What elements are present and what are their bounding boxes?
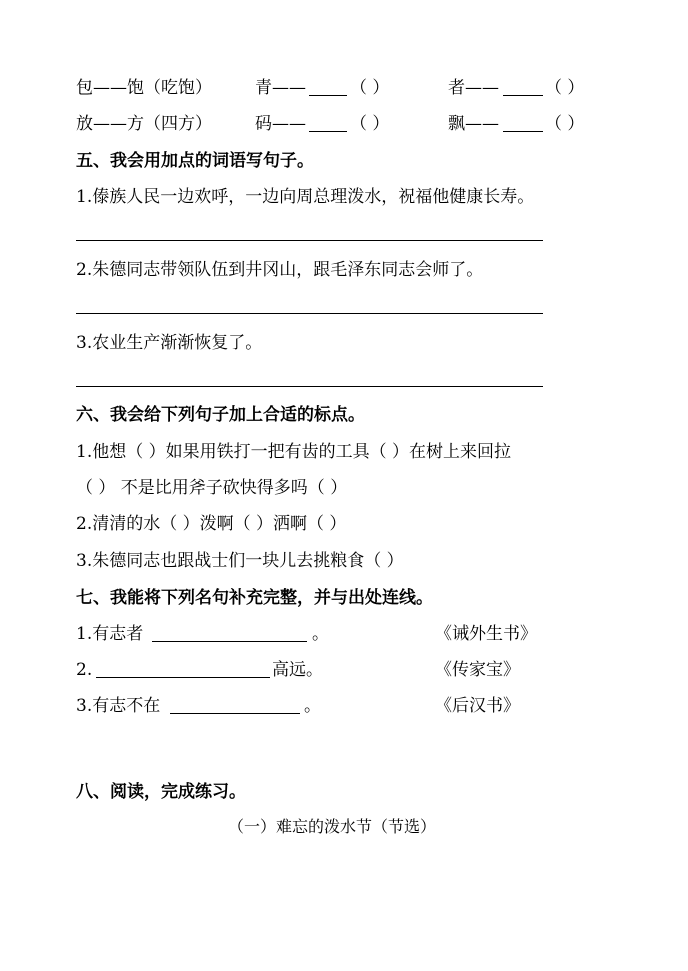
answer-line[interactable] [76,386,543,387]
word-example-1: 包——饱（吃饱） [76,78,212,98]
quote-source[interactable]: 《后汉书》 [435,696,520,716]
word-char-piao: 飘—— [448,114,499,134]
word-blank[interactable] [503,116,543,132]
quote-source[interactable]: 《传家宝》 [435,660,520,680]
section6-line-2: （ ） 不是比用斧子砍快得多吗（ ） [76,478,348,498]
word-char-qing: 青—— [255,78,306,98]
quote-suffix: 。 [312,624,329,644]
section5-item-1: 1.傣族人民一边欢呼，一边向周总理泼水，祝福他健康长寿。 [76,187,535,207]
section5-item-3: 3.农业生产渐渐恢复了。 [76,333,263,353]
word-blank[interactable] [309,116,347,132]
quote-prefix: 1.有志者 [76,624,144,644]
quote-prefix: 3.有志不在 [76,696,161,716]
quote-source[interactable]: 《诫外生书》 [435,624,537,644]
quote-prefix: 2. [76,660,93,680]
section6-title: 六、我会给下列句子加上合适的标点。 [76,405,365,425]
quote-suffix: 。 [304,696,321,716]
section8-title: 八、阅读，完成练习。 [76,782,246,802]
section6-line-1: 1.他想（ ）如果用铁打一把有齿的工具（ ）在树上来回拉 [76,442,512,462]
word-blank[interactable] [309,80,347,96]
reading-title: （一）难忘的泼水节（节选） [228,817,437,836]
word-char-zhe: 者—— [448,78,499,98]
section7-title: 七、我能将下列名句补充完整，并与出处连线。 [76,588,433,608]
word-paren[interactable]: （ ） [545,114,585,134]
answer-line[interactable] [76,240,543,241]
quote-blank[interactable] [96,662,270,678]
word-paren[interactable]: （ ） [350,114,390,134]
quote-suffix: 高远。 [272,660,323,680]
word-paren[interactable]: （ ） [350,78,390,98]
section6-line-3: 2.清清的水（ ）泼啊（ ）洒啊（ ） [76,514,347,534]
section5-item-2: 2.朱德同志带领队伍到井冈山，跟毛泽东同志会师了。 [76,260,484,280]
section5-title: 五、我会用加点的词语写句子。 [76,151,314,171]
section6-line-4: 3.朱德同志也跟战士们一块儿去挑粮食（ ） [76,551,404,571]
quote-blank[interactable] [170,698,300,714]
word-paren[interactable]: （ ） [545,78,585,98]
word-char-ma: 码—— [255,114,306,134]
quote-blank[interactable] [152,626,307,642]
word-example-2: 放——方（四方） [76,114,212,134]
word-blank[interactable] [503,80,543,96]
answer-line[interactable] [76,313,543,314]
